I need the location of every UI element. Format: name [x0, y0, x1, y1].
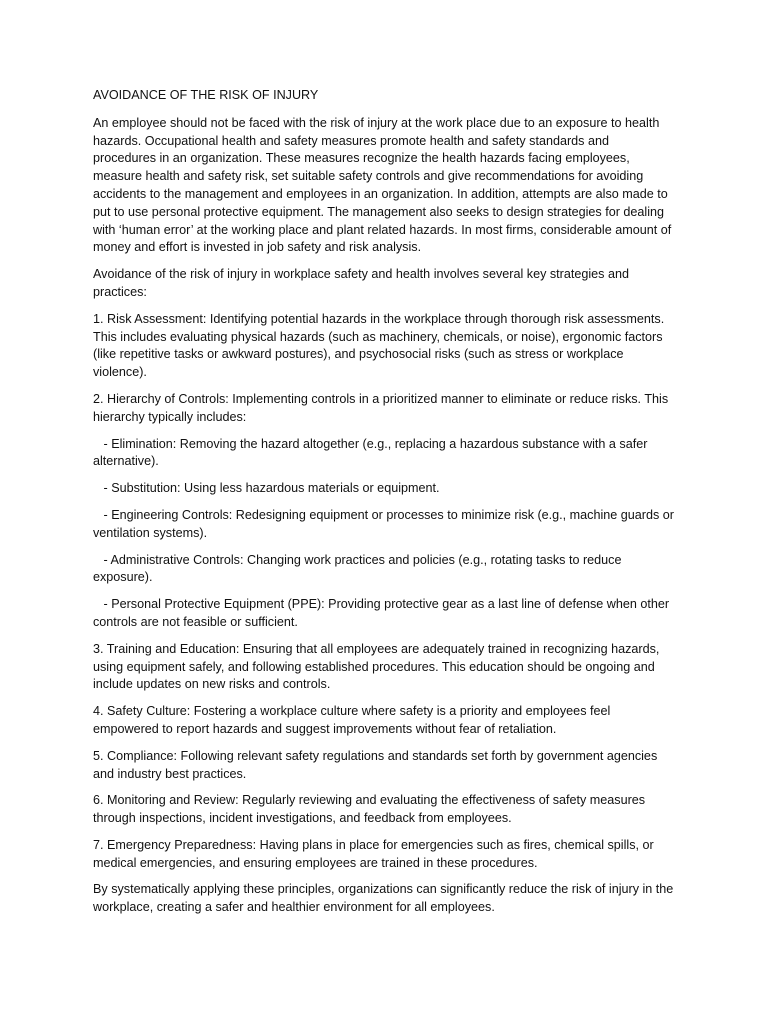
- list-item-compliance: 5. Compliance: Following relevant safety regulations and standards set forth by government agencies and industry best practices.: [93, 748, 658, 781]
- list-item-safety-culture: 4. Safety Culture: Fostering a workplace culture where safety is a priority and employees feel empowered to report hazards and suggest improvements without fear of retaliation.: [93, 704, 611, 736]
- intro-paragraph: An employee should not be faced with the risk of injury at the work place due to an exposure to health hazards. Occupational health and safety measures promote health and safety standards and procedures in an organization. These measures recognize the health hazards facing employees, measure health and safety risk, set suitable safety controls and give recommendations for avoiding accidents to the management and employees in an organization. In addition, attempts are also made to put to use personal protective equipment. The management also seeks to design strategies for dealing with ‘human error’ at the working place and plant related hazards. In most firms, considerable amount of money and effort is invested in job safety and risk analysis.: [93, 115, 672, 255]
- list-item-emergency-preparedness: 7. Emergency Preparedness: Having plans in place for emergencies such as fires, chemical spills, or medical emergencies, and ensuring employees are trained in these procedures.: [93, 837, 654, 870]
- document-body: [93, 87, 678, 926]
- conclusion-paragraph: By systematically applying these principles, organizations can significantly reduce the risk of injury in the workplace, creating a safer and healthier environment for all employees.: [93, 882, 674, 915]
- list-item-monitoring: 6. Monitoring and Review: Regularly reviewing and evaluating the effectiveness of safety measures through inspections, incident investigations, and feedback from employees.: [93, 793, 646, 826]
- sub-item-engineering-controls: - Engineering Controls: Redesigning equipment or processes to minimize risk (e.g., machine guards or ventilation systems).: [93, 507, 678, 540]
- list-item-hierarchy-of-controls: 2. Hierarchy of Controls: Implementing controls in a prioritized manner to eliminate or reduce risks. This hierarchy typically includes:: [93, 391, 669, 424]
- sub-item-substitution: - Substitution: Using less hazardous materials or equipment.: [93, 481, 440, 496]
- sub-item-ppe: - Personal Protective Equipment (PPE): Providing protective gear as a last line of defense when other controls are not feasible or sufficient.: [93, 597, 673, 629]
- sub-item-administrative-controls: - Administrative Controls: Changing work practices and policies (e.g., rotating tasks to reduce exposure).: [93, 552, 625, 585]
- list-item-risk-assessment: 1. Risk Assessment: Identifying potential hazards in the workplace through thorough risk assessments. This includes evaluating physical hazards (such as machinery, chemicals, or noise), ergonomic factors (like repetitive tasks or awkward postures), and psychosocial risks (such as stress or workplace violence).: [93, 311, 665, 380]
- sub-item-elimination: - Elimination: Removing the hazard altogether (e.g., replacing a hazardous substance with a safer alternative).: [93, 436, 651, 469]
- document-title: AVOIDANCE OF THE RISK OF INJURY: [93, 88, 319, 102]
- lead-paragraph: Avoidance of the risk of injury in workplace safety and health involves several key strategies and practices:: [93, 267, 629, 299]
- list-item-training: 3. Training and Education: Ensuring that all employees are adequately trained in recognizing hazards, using equipment safely, and following established procedures. This education should be ongoing and include updates on new risks and controls.: [93, 641, 660, 692]
